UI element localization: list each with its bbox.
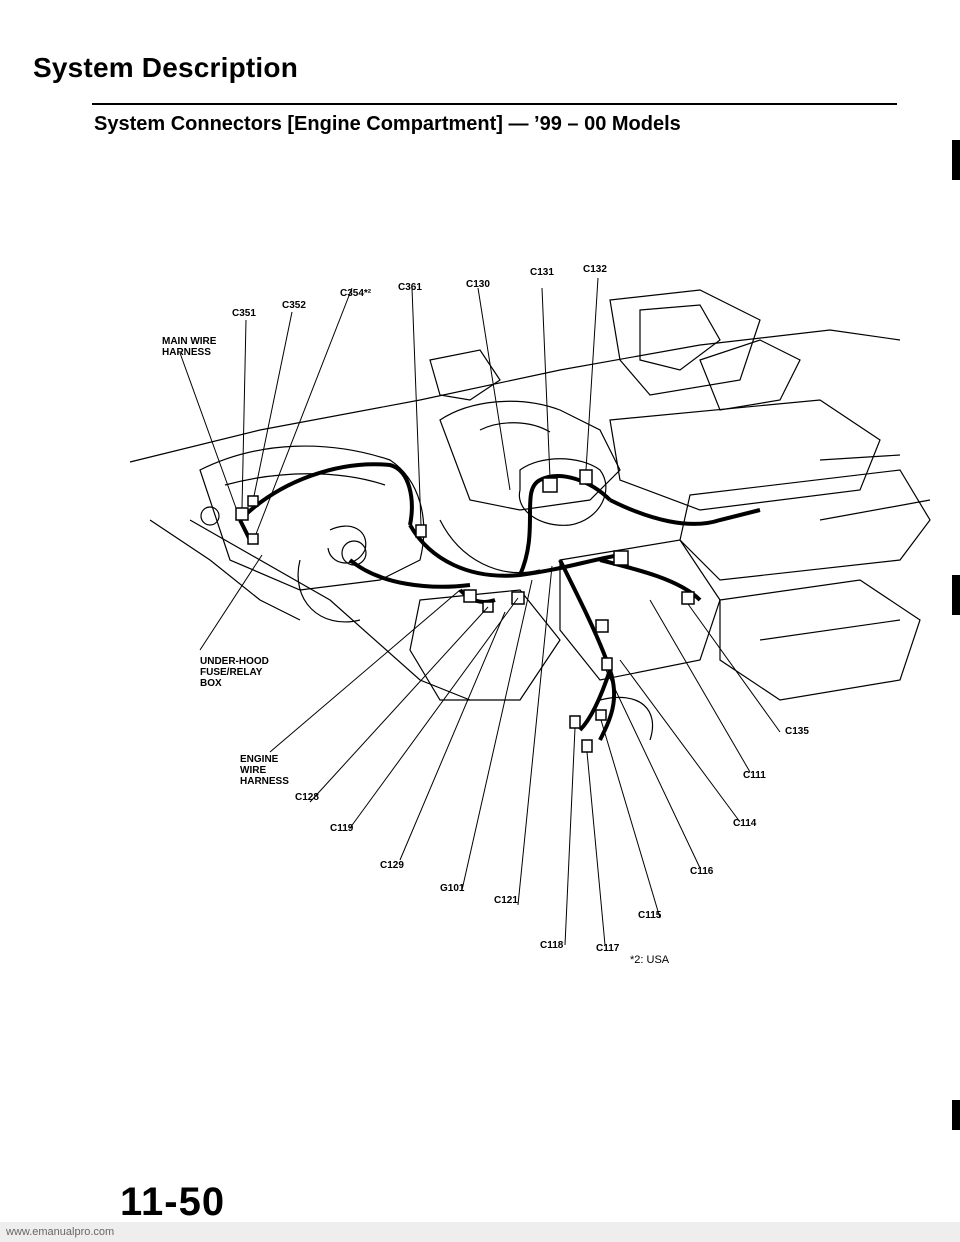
label-c121: C121 — [494, 895, 518, 906]
label-c132: C132 — [583, 264, 607, 275]
label-c352: C352 — [282, 300, 306, 311]
label-main-wire-harness-line2: HARNESS — [162, 347, 211, 358]
label-c114: C114 — [733, 818, 757, 829]
label-c111: C111 — [743, 770, 766, 781]
label-main-wire-harness-line1: MAIN WIRE — [162, 336, 217, 347]
label-underhood-line1: UNDER-HOOD — [200, 656, 269, 667]
label-underhood-line3: BOX — [200, 678, 222, 689]
label-engine-wire-harness — [240, 754, 289, 787]
label-c354: C354*² — [340, 288, 372, 299]
label-c129: C129 — [380, 860, 404, 871]
label-g101: G101 — [440, 883, 465, 894]
label-c130: C130 — [466, 279, 490, 290]
label-c351: C351 — [232, 308, 256, 319]
label-c116: C116 — [690, 866, 714, 877]
label-c115: C115 — [638, 910, 662, 921]
page-number: 11-50 — [120, 1180, 226, 1224]
label-c118: C118 — [540, 940, 564, 951]
watermark-link[interactable]: www.emanualpro.com — [6, 1226, 115, 1238]
page-title: System Description — [33, 52, 299, 83]
section-subtitle: System Connectors [Engine Compartment] — ’99 – 00 Models — [94, 113, 681, 135]
label-c361: C361 — [398, 282, 422, 293]
label-engine-harness-line1: ENGINE — [240, 754, 279, 765]
footnote: *2: USA — [630, 954, 670, 966]
label-engine-harness-line3: HARNESS — [240, 776, 289, 787]
label-c128: C128 — [295, 792, 319, 803]
leader-lines — [180, 278, 780, 945]
label-engine-harness-line2: WIRE — [240, 765, 267, 776]
label-underhood-fuse-relay-box — [200, 656, 269, 689]
label-c117: C117 — [596, 943, 620, 954]
label-underhood-line2: FUSE/RELAY — [200, 667, 263, 678]
label-c119: C119 — [330, 823, 354, 834]
label-c135: C135 — [785, 726, 809, 737]
label-c131: C131 — [530, 267, 554, 278]
footer-bar — [0, 1222, 960, 1242]
label-main-wire-harness — [162, 336, 216, 358]
